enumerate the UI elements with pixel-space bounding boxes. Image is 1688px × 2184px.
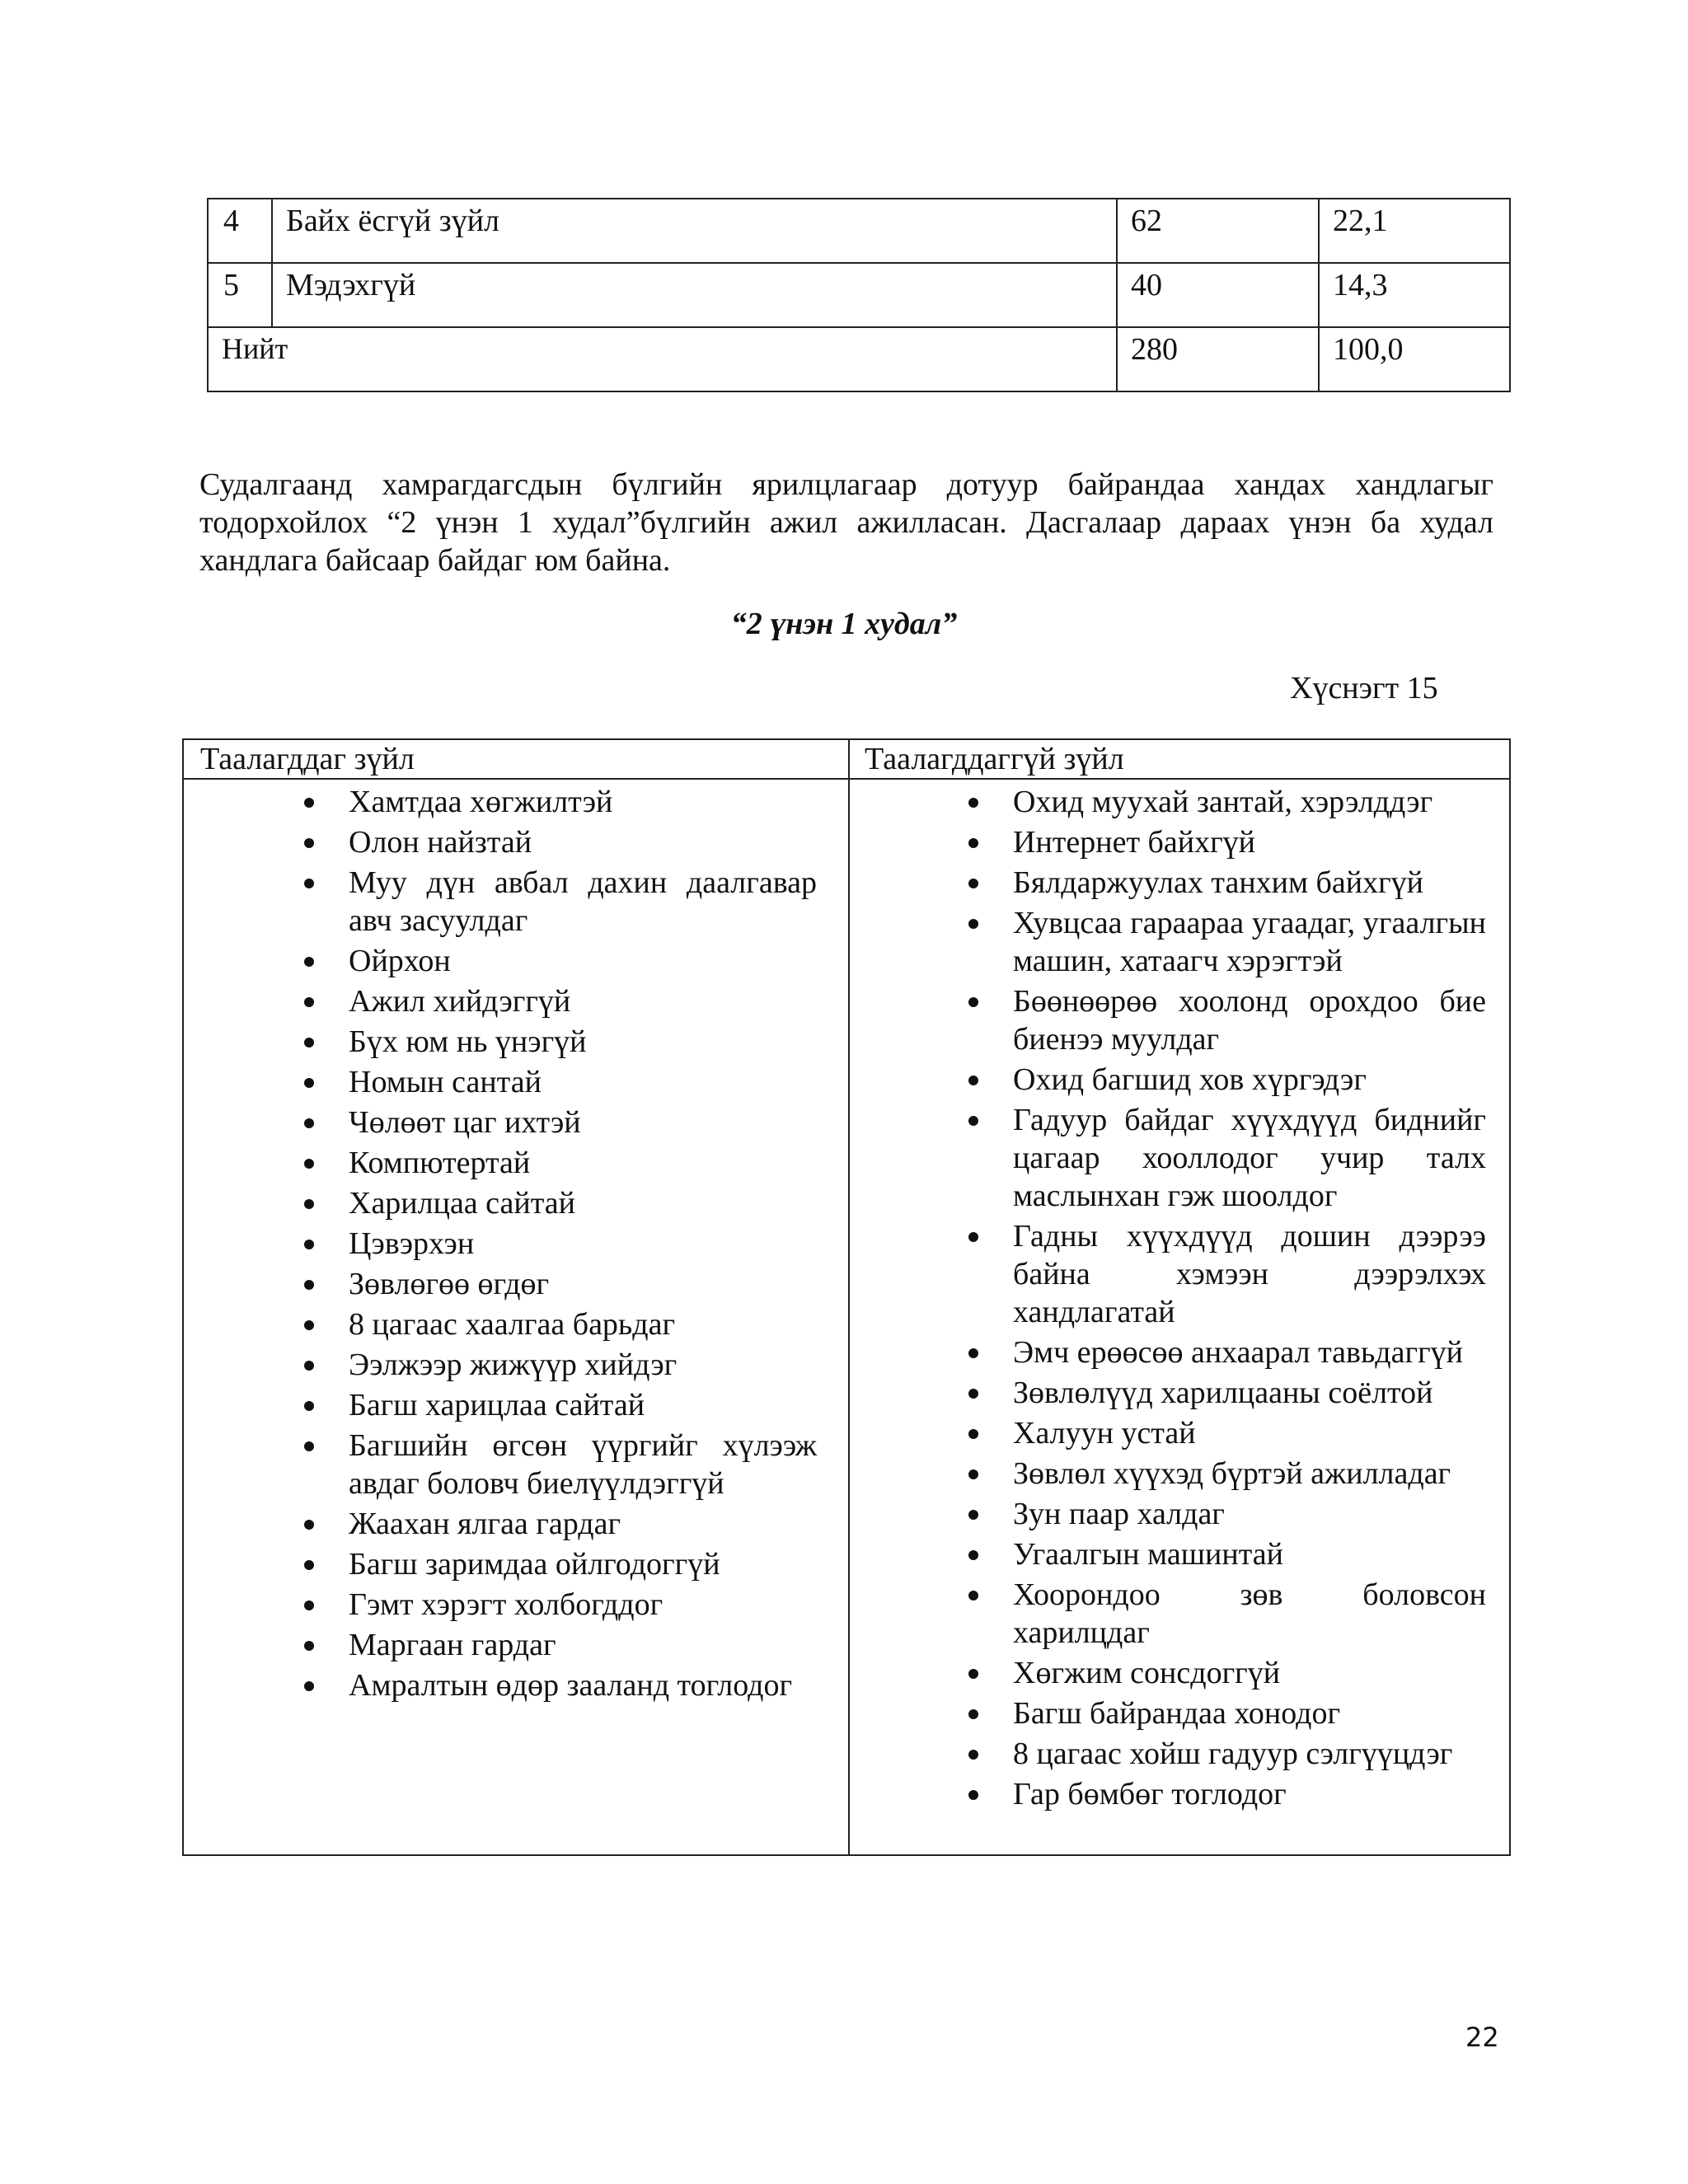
list-item: Муу дүн авбал дахин даалгавар авч засуулдаг (349, 865, 817, 938)
list-item: Хамтдаа хөгжилтэй (349, 783, 817, 821)
list-item: Зун паар халдаг (1013, 1495, 1486, 1533)
list-item: Багш харицлаа сайтай (349, 1386, 817, 1424)
row-count: 62 (1117, 199, 1319, 263)
list-item: Номын сантай (349, 1063, 817, 1101)
page-number: 22 (1465, 2022, 1499, 2053)
list-item: Олон найзтай (349, 823, 817, 861)
row-number: 5 (208, 263, 272, 327)
row-percent: 22,1 (1319, 199, 1510, 263)
list-item: Ойрхон (349, 942, 817, 980)
list-item: Хоорондоо зөв боловсон харилцдаг (1013, 1577, 1486, 1650)
total-count: 280 (1117, 327, 1319, 391)
list-item: Угаалгын машинтай (1013, 1535, 1486, 1573)
list-item: Чөлөөт цаг ихтэй (349, 1104, 817, 1141)
list-item: Хөгжим сонсдоггүй (1013, 1654, 1486, 1692)
list-item: Зөвлөгөө өгдөг (349, 1265, 817, 1303)
likes-dislikes-table (182, 738, 1511, 1856)
list-item: Охид муухай зантай, хэрэлддэг (1013, 783, 1486, 821)
list-item: Хувцсаа гараараа угаадаг, угаалгын машин, хатаагч хэрэгтэй (1013, 906, 1486, 978)
list-item: Эмч ерөөсөө анхаарал тавьдаггүй (1013, 1333, 1486, 1371)
list-item: Цэвэрхэн (349, 1225, 817, 1263)
row-label: Байх ёсгүй зүйл (272, 199, 1117, 263)
list-item: Ээлжээр жижүүр хийдэг (349, 1346, 817, 1384)
header-likes: Таалагддаг зүйл (200, 742, 415, 776)
list-item: 8 цагаас хойш гадуур сэлгүүцдэг (1013, 1735, 1486, 1773)
list-item: Охид багшид хов хүргэдэг (1013, 1061, 1486, 1099)
list-item: 8 цагаас хаалгаа барьдаг (349, 1305, 817, 1343)
list-item: Бүх юм нь үнэгүй (349, 1023, 817, 1061)
list-item: Ажил хийдэггүй (349, 982, 817, 1020)
list-item: Халуун устай (1013, 1414, 1486, 1452)
list-item: Гар бөмбөг тоглодог (1013, 1775, 1486, 1813)
table-row (208, 263, 1510, 327)
table-header-row (184, 740, 1509, 780)
row-count: 40 (1117, 263, 1319, 327)
list-item: Компютертай (349, 1144, 817, 1182)
table-caption: Хүснэгт 15 (1290, 671, 1438, 705)
table-row (208, 199, 1510, 263)
likes-list (349, 783, 817, 1707)
row-percent: 14,3 (1319, 263, 1510, 327)
list-item: Маргаан гардаг (349, 1626, 817, 1664)
total-percent: 100,0 (1319, 327, 1510, 391)
list-item: Интернет байхгүй (1013, 823, 1486, 861)
header-dislikes: Таалагддаггүй зүйл (865, 742, 1124, 776)
summary-table (207, 198, 1511, 392)
total-label: Нийт (208, 327, 1117, 391)
column-divider (848, 740, 850, 1854)
dislikes-list (1013, 783, 1486, 1816)
table-total-row (208, 327, 1510, 391)
body-paragraph: Судалгаанд хамрагдагсдын бүлгийн ярилцлагаар дотуур байрандаа хандах хандлагыг тодорхойлох “2 үнэн 1 худал”бүлгийн ажил ажилласан. Дасгалаар дараах үнэн ба худал хандлага байсаар байдаг юм байна. (199, 467, 1493, 578)
list-item: Харилцаа сайтай (349, 1184, 817, 1222)
list-item: Зөвлөл хүүхэд бүртэй ажилладаг (1013, 1455, 1486, 1493)
list-item: Амралтын өдөр зааланд тоглодог (349, 1666, 817, 1704)
list-item: Багш заримдаа ойлгодоггүй (349, 1545, 817, 1583)
list-item: Жаахан ялгаа гардаг (349, 1505, 817, 1543)
row-number: 4 (208, 199, 272, 263)
list-item: Багшийн өгсөн үүргийг хүлээж авдаг боловч биелүүлдэггүй (349, 1428, 817, 1501)
list-item: Гадны хүүхдүүд дошин дээрээ байна хэмээн дээрэлхэх хандлагатай (1013, 1219, 1486, 1329)
row-label: Мэдэхгүй (272, 263, 1117, 327)
list-item: Гадуур байдаг хүүхдүүд биднийг цагаар хооллодог учир талх маслынхан гэж шоолдог (1013, 1103, 1486, 1213)
list-item: Бөөнөөрөө хоолонд орохдоо бие биенээ муулдаг (1013, 984, 1486, 1057)
list-item: Бялдаржуулах танхим байхгүй (1013, 864, 1486, 902)
list-item: Зөвлөлүүд харилцааны соёлтой (1013, 1374, 1486, 1412)
list-item: Гэмт хэрэгт холбогддог (349, 1586, 817, 1624)
section-title: “2 үнэн 1 худал” (730, 607, 958, 641)
list-item: Багш байрандаа хонодог (1013, 1694, 1486, 1732)
